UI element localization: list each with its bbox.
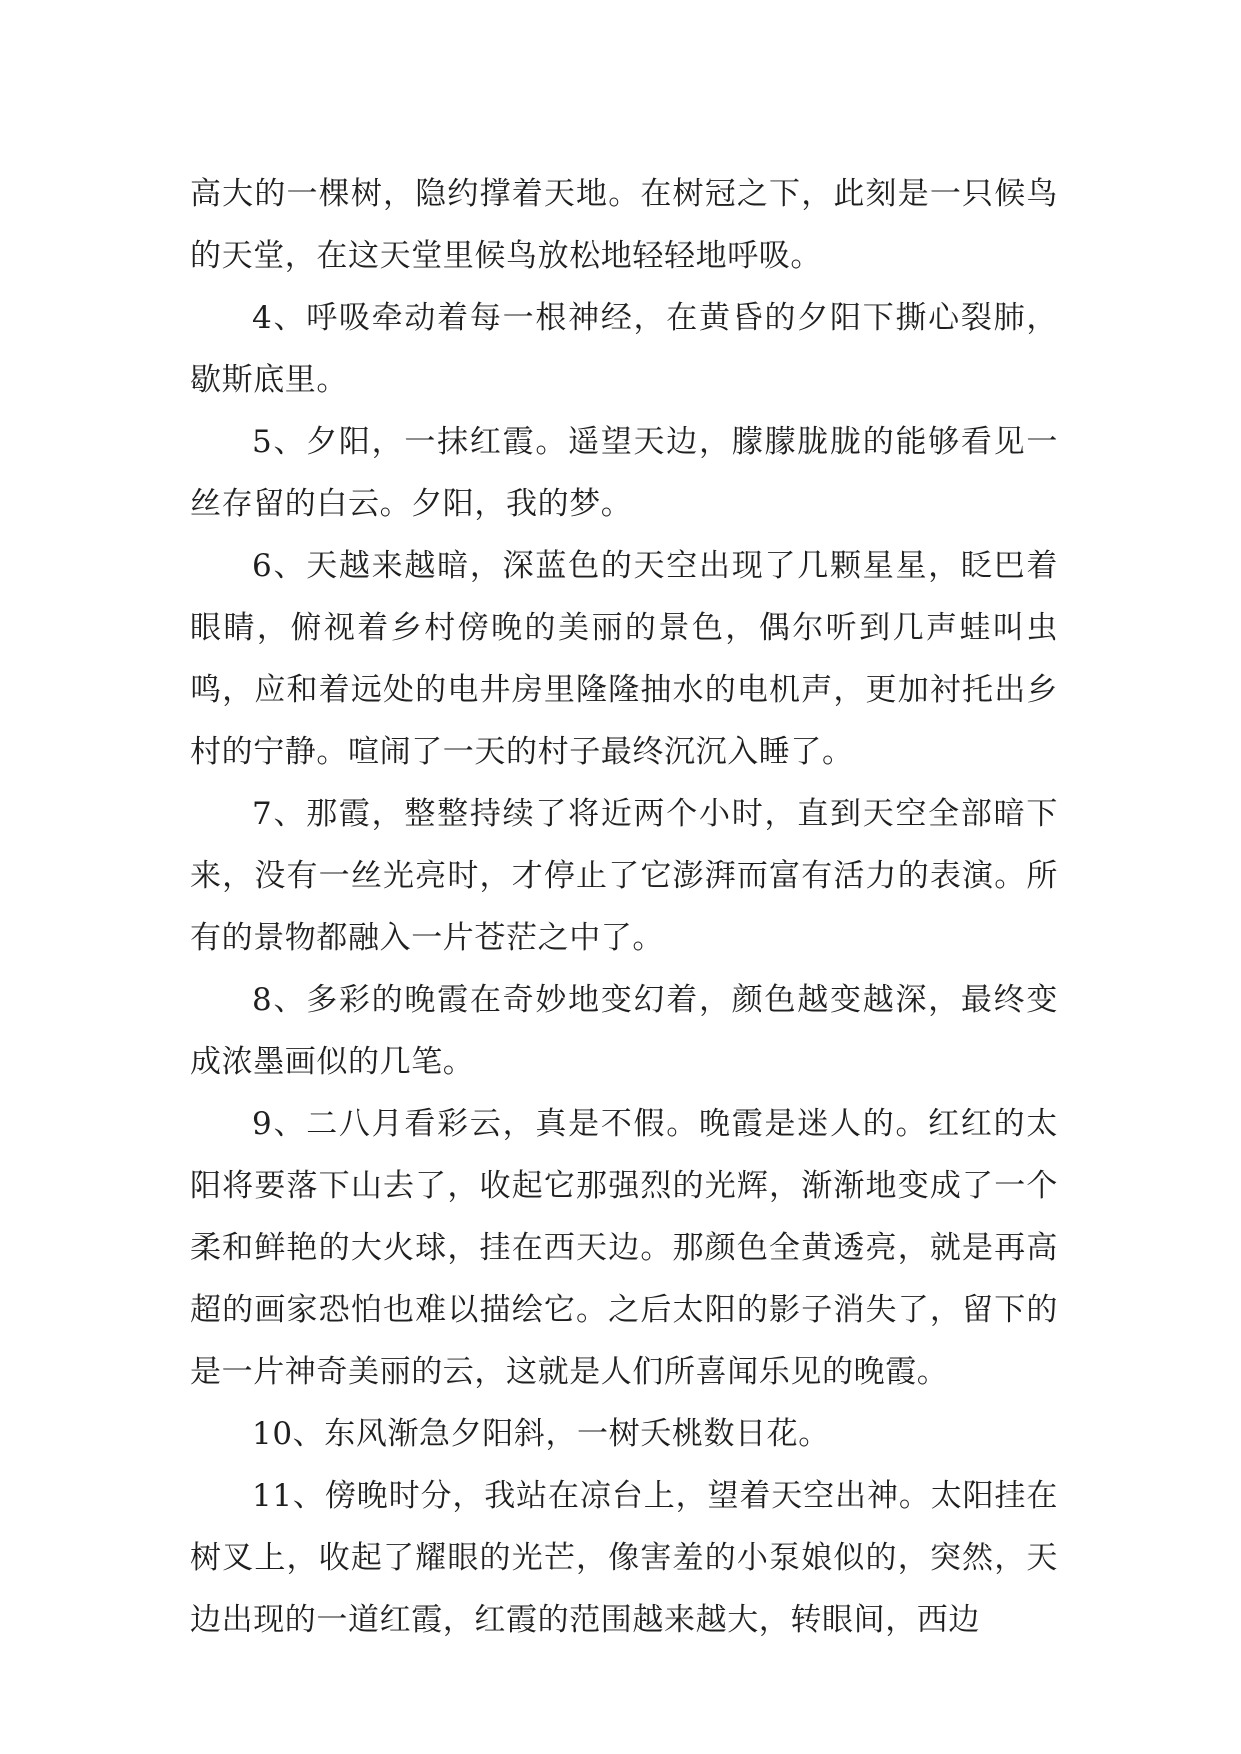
paragraph-5: 5、夕阳，一抹红霞。遥望天边，朦朦胧胧的能够看见一丝存留的白云。夕阳，我的梦。: [190, 424, 1058, 522]
paragraph-9: 9、二八月看彩云，真是不假。晚霞是迷人的。红红的太阳将要落下山去了，收起它那强烈的光辉，渐渐地变成了一个柔和鲜艳的大火球，挂在西天边。那颜色全黄透亮，就是再高超的画家恐怕也难以描绘它。之后太阳的影子消失了，留下的是一片神奇美丽的云，这就是人们所喜闻乐见的晚霞。: [190, 1106, 1058, 1390]
paragraph-11: 11、傍晚时分，我站在凉台上，望着天空出神。太阳挂在树叉上，收起了耀眼的光芒，像害羞的小泵娘似的，突然，天边出现的一道红霞，红霞的范围越来越大，转眼间，西边: [190, 1478, 1058, 1638]
paragraph-continuation: 高大的一棵树，隐约撑着天地。在树冠之下，此刻是一只候鸟的天堂，在这天堂里候鸟放松地轻轻地呼吸。: [190, 176, 1058, 274]
paragraph-10: 10、东风渐急夕阳斜，一树夭桃数日花。: [252, 1416, 830, 1452]
paragraph-7: 7、那霞，整整持续了将近两个小时，直到天空全部暗下来，没有一丝光亮时，才停止了它澎湃而富有活力的表演。所有的景物都融入一片苍茫之中了。: [190, 796, 1058, 956]
paragraph-8: 8、多彩的晚霞在奇妙地变幻着，颜色越变越深，最终变成浓墨画似的几笔。: [190, 982, 1058, 1080]
document-body: [190, 163, 1058, 1651]
paragraph-6: 6、天越来越暗，深蓝色的天空出现了几颗星星，眨巴着眼睛，俯视着乡村傍晚的美丽的景色，偶尔听到几声蛙叫虫鸣，应和着远处的电井房里隆隆抽水的电机声，更加衬托出乡村的宁静。喧闹了一天的村子最终沉沉入睡了。: [190, 548, 1058, 770]
paragraph-4: 4、呼吸牵动着每一根神经，在黄昏的夕阳下撕心裂肺，歇斯底里。: [190, 300, 1058, 398]
